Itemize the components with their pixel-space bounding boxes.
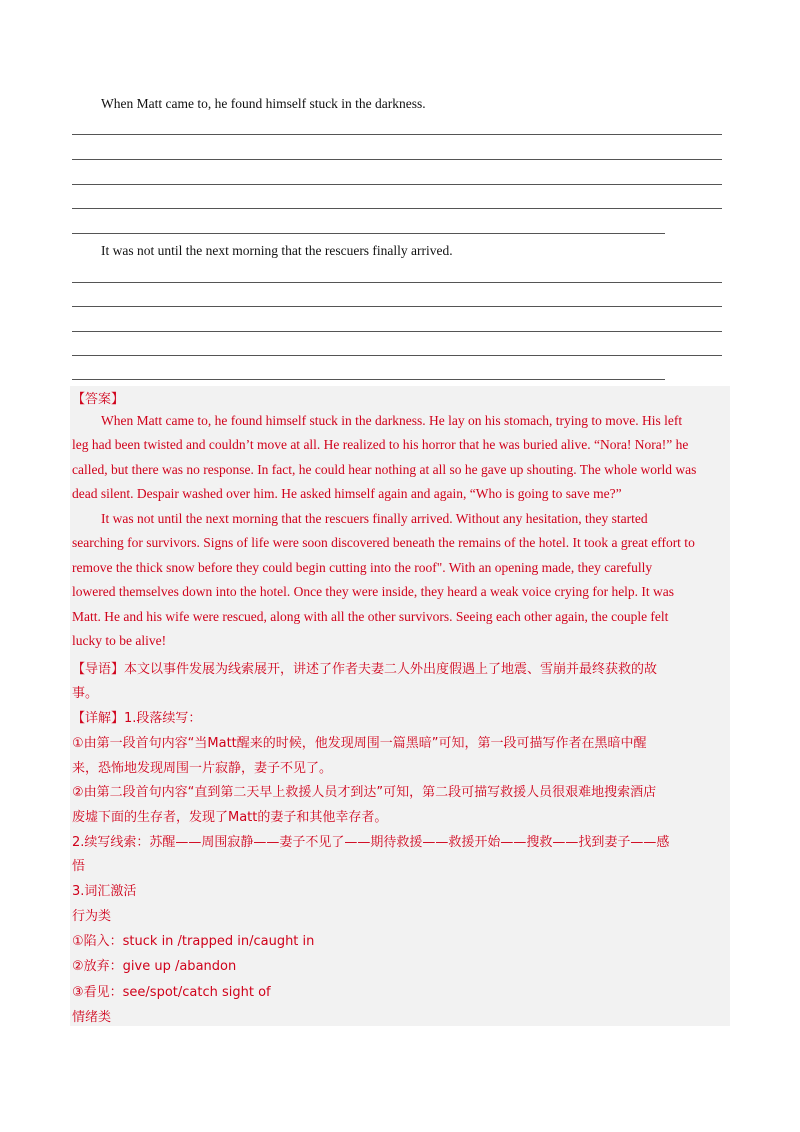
answer-para2-line: lowered themselves down into the hotel. Once they were inside, they heard a weak voice crying for help. It was bbox=[72, 584, 675, 599]
answer-para2-line: It was not until the next morning that the rescuers finally arrived. Without any hesitation, they started bbox=[101, 511, 648, 526]
answer-para2-line: remove the thick snow before they could begin cutting into the roof". With an opening made, they carefully bbox=[72, 560, 653, 575]
answer-para1-line: called, but there was no response. In fact, he could hear nothing at all so he gave up shouting. The whole world was bbox=[72, 462, 697, 477]
detail-heading: 1.段落续写： bbox=[124, 711, 202, 726]
answer-para1-line: When Matt came to, he found himself stuck in the darkness. He lay on his stomach, trying to move. His left bbox=[101, 413, 683, 428]
detail-line: 3.词汇激活 bbox=[72, 884, 137, 899]
detail-line: ②放弃：give up /abandon bbox=[72, 959, 237, 974]
detail-heading-line bbox=[72, 707, 728, 726]
detail-label: 【详解】 bbox=[72, 711, 125, 726]
detail-line: ②由第二段首句内容“直到第二天早上救援人员才到达”可知，第二段可描写救援人员很艰难地搜索酒店 bbox=[72, 785, 657, 800]
guide-line: 事。 bbox=[72, 686, 99, 701]
guide-label: 【导语】 bbox=[72, 662, 125, 677]
guide-line bbox=[72, 658, 728, 677]
writing-line bbox=[72, 134, 722, 135]
guide-text: 本文以事件发展为线索展开，讲述了作者夫妻二人外出度假遇上了地震、雪崩并最终获救的故 bbox=[124, 662, 658, 677]
detail-line: ①由第一段首句内容“当Matt醒来的时候，他发现周围一篇黑暗”可知，第一段可描写作者在黑暗中醒 bbox=[72, 736, 647, 751]
writing-line bbox=[72, 331, 722, 332]
answer-para2-line: Matt. He and his wife were rescued, along with all the other survivors. Seeing each other again, the couple felt bbox=[72, 609, 669, 624]
detail-line: 废墟下面的生存者，发现了Matt的妻子和其他幸存者。 bbox=[72, 810, 388, 825]
answer-para1-line: leg had been twisted and couldn’t move at all. He realized to his horror that he was buried alive. “Nora! Nora!” he bbox=[72, 437, 689, 452]
writing-line bbox=[72, 355, 722, 356]
writing-line bbox=[72, 282, 722, 283]
writing-line bbox=[72, 184, 722, 185]
answer-label: 【答案】 bbox=[72, 392, 125, 407]
detail-line: 情绪类 bbox=[72, 1010, 112, 1025]
detail-line: 悟 bbox=[72, 859, 86, 874]
answer-para2-line: lucky to be alive! bbox=[72, 633, 167, 648]
writing-line bbox=[72, 306, 722, 307]
writing-prompt-2: It was not until the next morning that the rescuers finally arrived. bbox=[101, 243, 453, 258]
detail-line: ③看见：see/spot/catch sight of bbox=[72, 985, 271, 1000]
writing-line bbox=[72, 208, 722, 209]
answer-para2-line: searching for survivors. Signs of life were soon discovered beneath the remains of the hotel. It took a great effort to bbox=[72, 535, 695, 550]
writing-line bbox=[72, 233, 665, 234]
detail-line: 来，恐怖地发现周围一片寂静，妻子不见了。 bbox=[72, 761, 333, 776]
detail-line: 2.续写线索：苏醒——周围寂静——妻子不见了——期待救援——救援开始——搜救——找到妻子——感 bbox=[72, 835, 670, 850]
writing-line bbox=[72, 379, 665, 380]
writing-prompt-1: When Matt came to, he found himself stuck in the darkness. bbox=[101, 96, 426, 111]
writing-line bbox=[72, 159, 722, 160]
detail-line: ①陷入：stuck in /trapped in/caught in bbox=[72, 934, 315, 949]
detail-line: 行为类 bbox=[72, 909, 112, 924]
answer-para1-line: dead silent. Despair washed over him. He asked himself again and again, “Who is going to save me?” bbox=[72, 486, 622, 501]
